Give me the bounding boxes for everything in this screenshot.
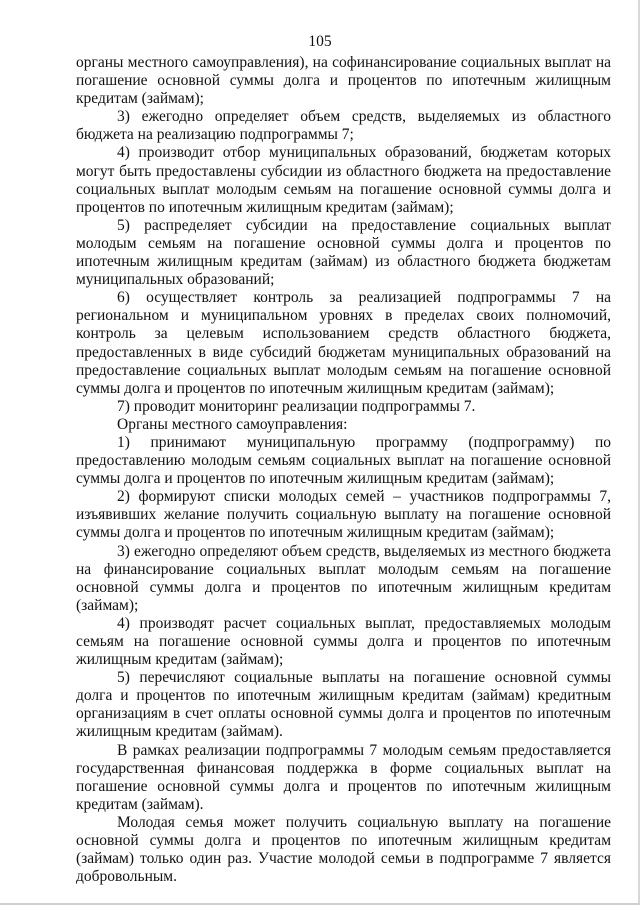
paragraph: 7) проводит мониторинг реализации подпрограммы 7. [117, 397, 476, 415]
paragraph: 4) производит отбор муниципальных образований, бюджетам которых могут быть предоставлены субсидии из областного бюджета на предоставление социальных выплат молодым семьям на погашение основной суммы долга и процентов по ипотечным жилищным кредитам (займам); [76, 144, 611, 216]
document-body [76, 54, 611, 886]
page-number: 105 [308, 33, 332, 50]
paragraph: 1) принимают муниципальную программу (подпрограмму) по предоставлению молодым семьям социальных выплат на погашение основной суммы долга и процентов по ипотечным жилищным кредитам (займам); [76, 433, 611, 488]
paragraph: 5) перечисляют социальные выплаты на погашение основной суммы долга и процентов по ипотечным жилищным кредитам (займам) кредитным организациям в счет оплаты основной суммы долга и процентов по ипотечным жилищным кредитам (займам). [76, 669, 611, 741]
paragraph: органы местного самоуправления), на софинансирование социальных выплат на погашение основной суммы долга и процентов по ипотечным жилищным кредитам (займам); [76, 54, 611, 108]
paragraph: В рамках реализации подпрограммы 7 молодым семьям предоставляется государственная финансовая поддержка в форме социальных выплат на погашение основной суммы долга и процентов по ипотечным жилищным кредитам (займам). [76, 741, 611, 813]
paragraph: 3) ежегодно определяют объем средств, выделяемых из местного бюджета на финансирование социальных выплат молодым семьям на погашение основной суммы долга и процентов по ипотечным жилищным кредитам (займам); [76, 542, 611, 614]
paragraph: 3) ежегодно определяет объем средств, выделяемых из областного бюджета на реализацию подпрограммы 7; [76, 108, 611, 144]
paragraph: 4) производят расчет социальных выплат, предоставляемых молодым семьям на погашение основной суммы долга и процентов по ипотечным жилищным кредитам (займам); [76, 614, 611, 669]
paragraph: Органы местного самоуправления: [117, 415, 348, 433]
paragraph: 5) распределяет субсидии на предоставление социальных выплат молодым семьям на погашение основной суммы долга и процентов по ипотечным жилищным кредитам (займам) из областного бюджета бюджетам муниципальных образований; [76, 216, 611, 289]
paragraph: Молодая семья может получить социальную выплату на погашение основной суммы долга и процентов по ипотечным жилищным кредитам (займам) только один раз. Участие молодой семьи в подпрограмме 7 является добровольным. [76, 813, 611, 886]
paragraph: 2) формируют списки молодых семей – участников подпрограммы 7, изъявивших желание получить социальную выплату на погашение основной суммы долга и процентов по ипотечным жилищным кредитам (займам); [76, 488, 611, 542]
paragraph: 6) осуществляет контроль за реализацией подпрограммы 7 на региональном и муниципальном уровнях в пределах своих полномочий, контроль за целевым использованием средств областного бюджета, предоставленных в виде субсидий бюджетам муниципальных образований на предоставление социальных выплат молодым семьям на погашение основной суммы долга и процентов по ипотечным жилищным кредитам (займам); [76, 289, 611, 397]
